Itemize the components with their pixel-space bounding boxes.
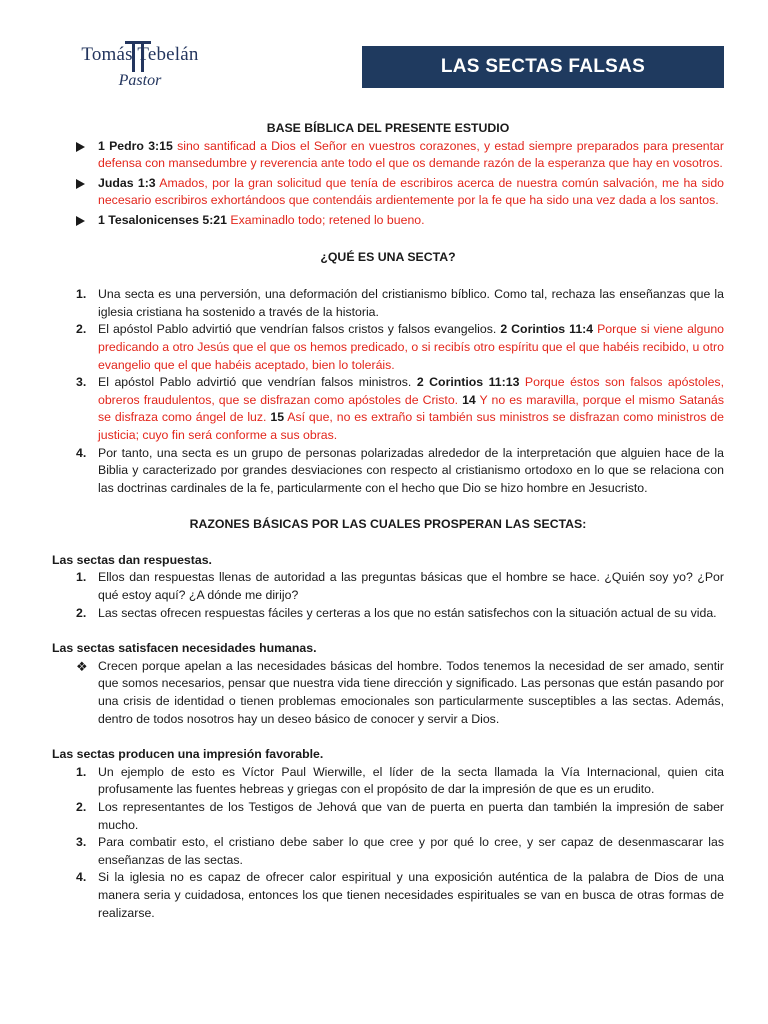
section-subtitle: Las sectas dan respuestas. — [52, 552, 212, 567]
diamond-bullet-icon: ❖ — [76, 658, 88, 674]
list-item — [52, 374, 724, 444]
logo-name: Tomás Tebelán — [81, 44, 199, 65]
list-text: El apóstol Pablo advirtió que vendrían falsos ministros. — [98, 375, 417, 390]
base-item — [52, 212, 724, 232]
base-item — [52, 175, 724, 210]
list-number: 2. — [76, 605, 87, 620]
title-banner — [362, 46, 724, 88]
verse-text: Porque si viene alguno predicando a otro Jesús que el que os hemos predicado, o si recibís otro espíritu que el que habéis recibido, u otro evangelio que el que habéis aceptado, bien lo toleráis. — [98, 322, 724, 372]
verse-ref: 1 Tesalonicenses 5:21 — [98, 212, 227, 227]
list-item — [52, 286, 724, 321]
verse-ref: 2 Corintios 11:13 — [416, 375, 520, 390]
verse-ref: 1 Pedro 3:15 — [98, 138, 173, 153]
verse-text: sino santificad a Dios el Señor en vuestros corazones, y estad siempre preparados para presentar defensa con mansedumbre y reverencia ante todo el que os demande razón de la esperanza que hay en vosotros. — [98, 138, 724, 171]
list-item — [52, 764, 724, 799]
list-number: 1. — [76, 764, 87, 779]
list-text: Para combatir esto, el cristiano debe saber lo que cree y por qué lo cree, y ser capaz de desenmascarar las enseñanzas de las sectas. — [98, 835, 724, 867]
list-item — [52, 321, 724, 374]
list-number: 4. — [76, 445, 87, 460]
list-item — [52, 569, 724, 604]
base-heading: BASE BÍBLICA DEL PRESENTE ESTUDIO — [266, 121, 510, 135]
verse-text: Así que, no es extraño si también sus ministros se disfrazan como ministros de justicia; cuyo fin será conforme a sus obras. — [98, 410, 724, 442]
verse-number: 14 — [462, 392, 476, 407]
list-number: 3. — [76, 835, 87, 850]
list-number: 3. — [76, 375, 87, 390]
list-text: Ellos dan respuestas llenas de autoridad a las preguntas básicas que el hombre se hace. ¿Quién soy yo? ¿Por qué estoy aquí? ¿A dónde me dirijo? — [98, 570, 724, 603]
list-item — [52, 605, 724, 623]
list-number: 2. — [76, 322, 87, 337]
list-number: 2. — [76, 800, 87, 814]
document-body — [52, 120, 724, 922]
list-number: 1. — [76, 570, 87, 585]
list-item — [52, 834, 724, 869]
arrow-bullet-icon — [76, 216, 85, 226]
arrow-bullet-icon — [76, 142, 85, 152]
section-subtitle: Las sectas producen una impresión favorable. — [52, 747, 324, 762]
razones-heading: RAZONES BÁSICAS POR LAS CUALES PROSPERAN LAS SECTAS: — [189, 517, 587, 532]
list-item — [52, 658, 724, 728]
base-item — [52, 138, 724, 173]
verse-ref: 2 Corintios 11:4 — [500, 322, 594, 337]
list-item — [52, 799, 724, 834]
list-text: Los representantes de los Testigos de Jehová que van de puerta en puerta dan también la impresión de saber mucho. — [98, 800, 724, 832]
list-number: 1. — [76, 287, 87, 302]
verse-number: 15 — [270, 410, 285, 425]
page-header — [0, 38, 768, 100]
arrow-bullet-icon — [76, 179, 85, 189]
list-text: Crecen porque apelan a las necesidades básicas del hombre. Todos tenemos la necesidad de ser amado, sentir que somos necesarios, pensar que nuestra vida tiene dirección y significado. Las personas que están pasando por una crisis de identidad o tienen problemas emocionales son particularmente susceptibles a las sectas. Además, dentro de todos nosotros hay un deseo básico de conocer y servir a Dios. — [98, 658, 724, 726]
list-text: Una secta es una perversión, una deformación del cristianismo bíblico. Como tal, rechaza las enseñanzas que la iglesia cristiana ha sostenido a través de la historia. — [98, 287, 724, 319]
pastor-logo — [60, 38, 220, 98]
section-subtitle: Las sectas satisfacen necesidades humanas. — [52, 641, 317, 656]
list-text: Si la iglesia no es capaz de ofrecer calor espiritual y una exposición auténtica de la palabra de Dios de una manera seria y cuidadosa, entonces los que tienen necesidades espirituales se van en busca de otras formas de realizarse. — [98, 870, 724, 920]
list-item — [52, 445, 724, 498]
verse-text: Porque éstos son falsos apóstoles, obreros fraudulentos, que se disfrazan como apóstoles de Cristo. — [98, 375, 724, 407]
list-text: Por tanto, una secta es un grupo de personas polarizadas alrededor de la interpretación que alguien hace de la Biblia y caracterizado por grandes desviaciones con respecto al cristianismo ortodoxo en lo que se relaciona con las doctrinas cardinales de la fe, particularmente con el hecho que Dio se hizo hombre en Jesucristo. — [98, 445, 724, 495]
verse-ref: Judas 1:3 — [98, 175, 156, 190]
list-text: Un ejemplo de esto es Víctor Paul Wierwille, el líder de la secta llamada la Vía Internacional, quien cita profusamente las fuentes hebreas y griegas con el propósito de dar la impresión de que es un erudito. — [98, 764, 724, 797]
secta-heading: ¿QUÉ ES UNA SECTA? — [320, 249, 456, 264]
verse-text: Y no es maravilla, porque el mismo Satanás se disfraza como ángel de luz. — [98, 392, 724, 425]
list-number: 4. — [76, 870, 87, 885]
list-item — [52, 869, 724, 922]
verse-text: Examinadlo todo; retened lo bueno. — [226, 212, 425, 227]
list-text: El apóstol Pablo advirtió que vendrían falsos cristos y falsos evangelios. — [98, 322, 501, 337]
list-text: Las sectas ofrecen respuestas fáciles y certeras a los que no están satisfechos con la situación actual de su vida. — [98, 605, 717, 620]
verse-text: Amados, por la gran solicitud que tenía de escribiros acerca de nuestra común salvación, me ha sido necesario escribiros exhortándoos que contendáis ardientemente por la fe que ha sido una vez dada a los santos. — [98, 175, 724, 208]
page-title: LAS SECTAS FALSAS — [440, 56, 646, 78]
logo-subtitle: Pastor — [118, 72, 162, 89]
